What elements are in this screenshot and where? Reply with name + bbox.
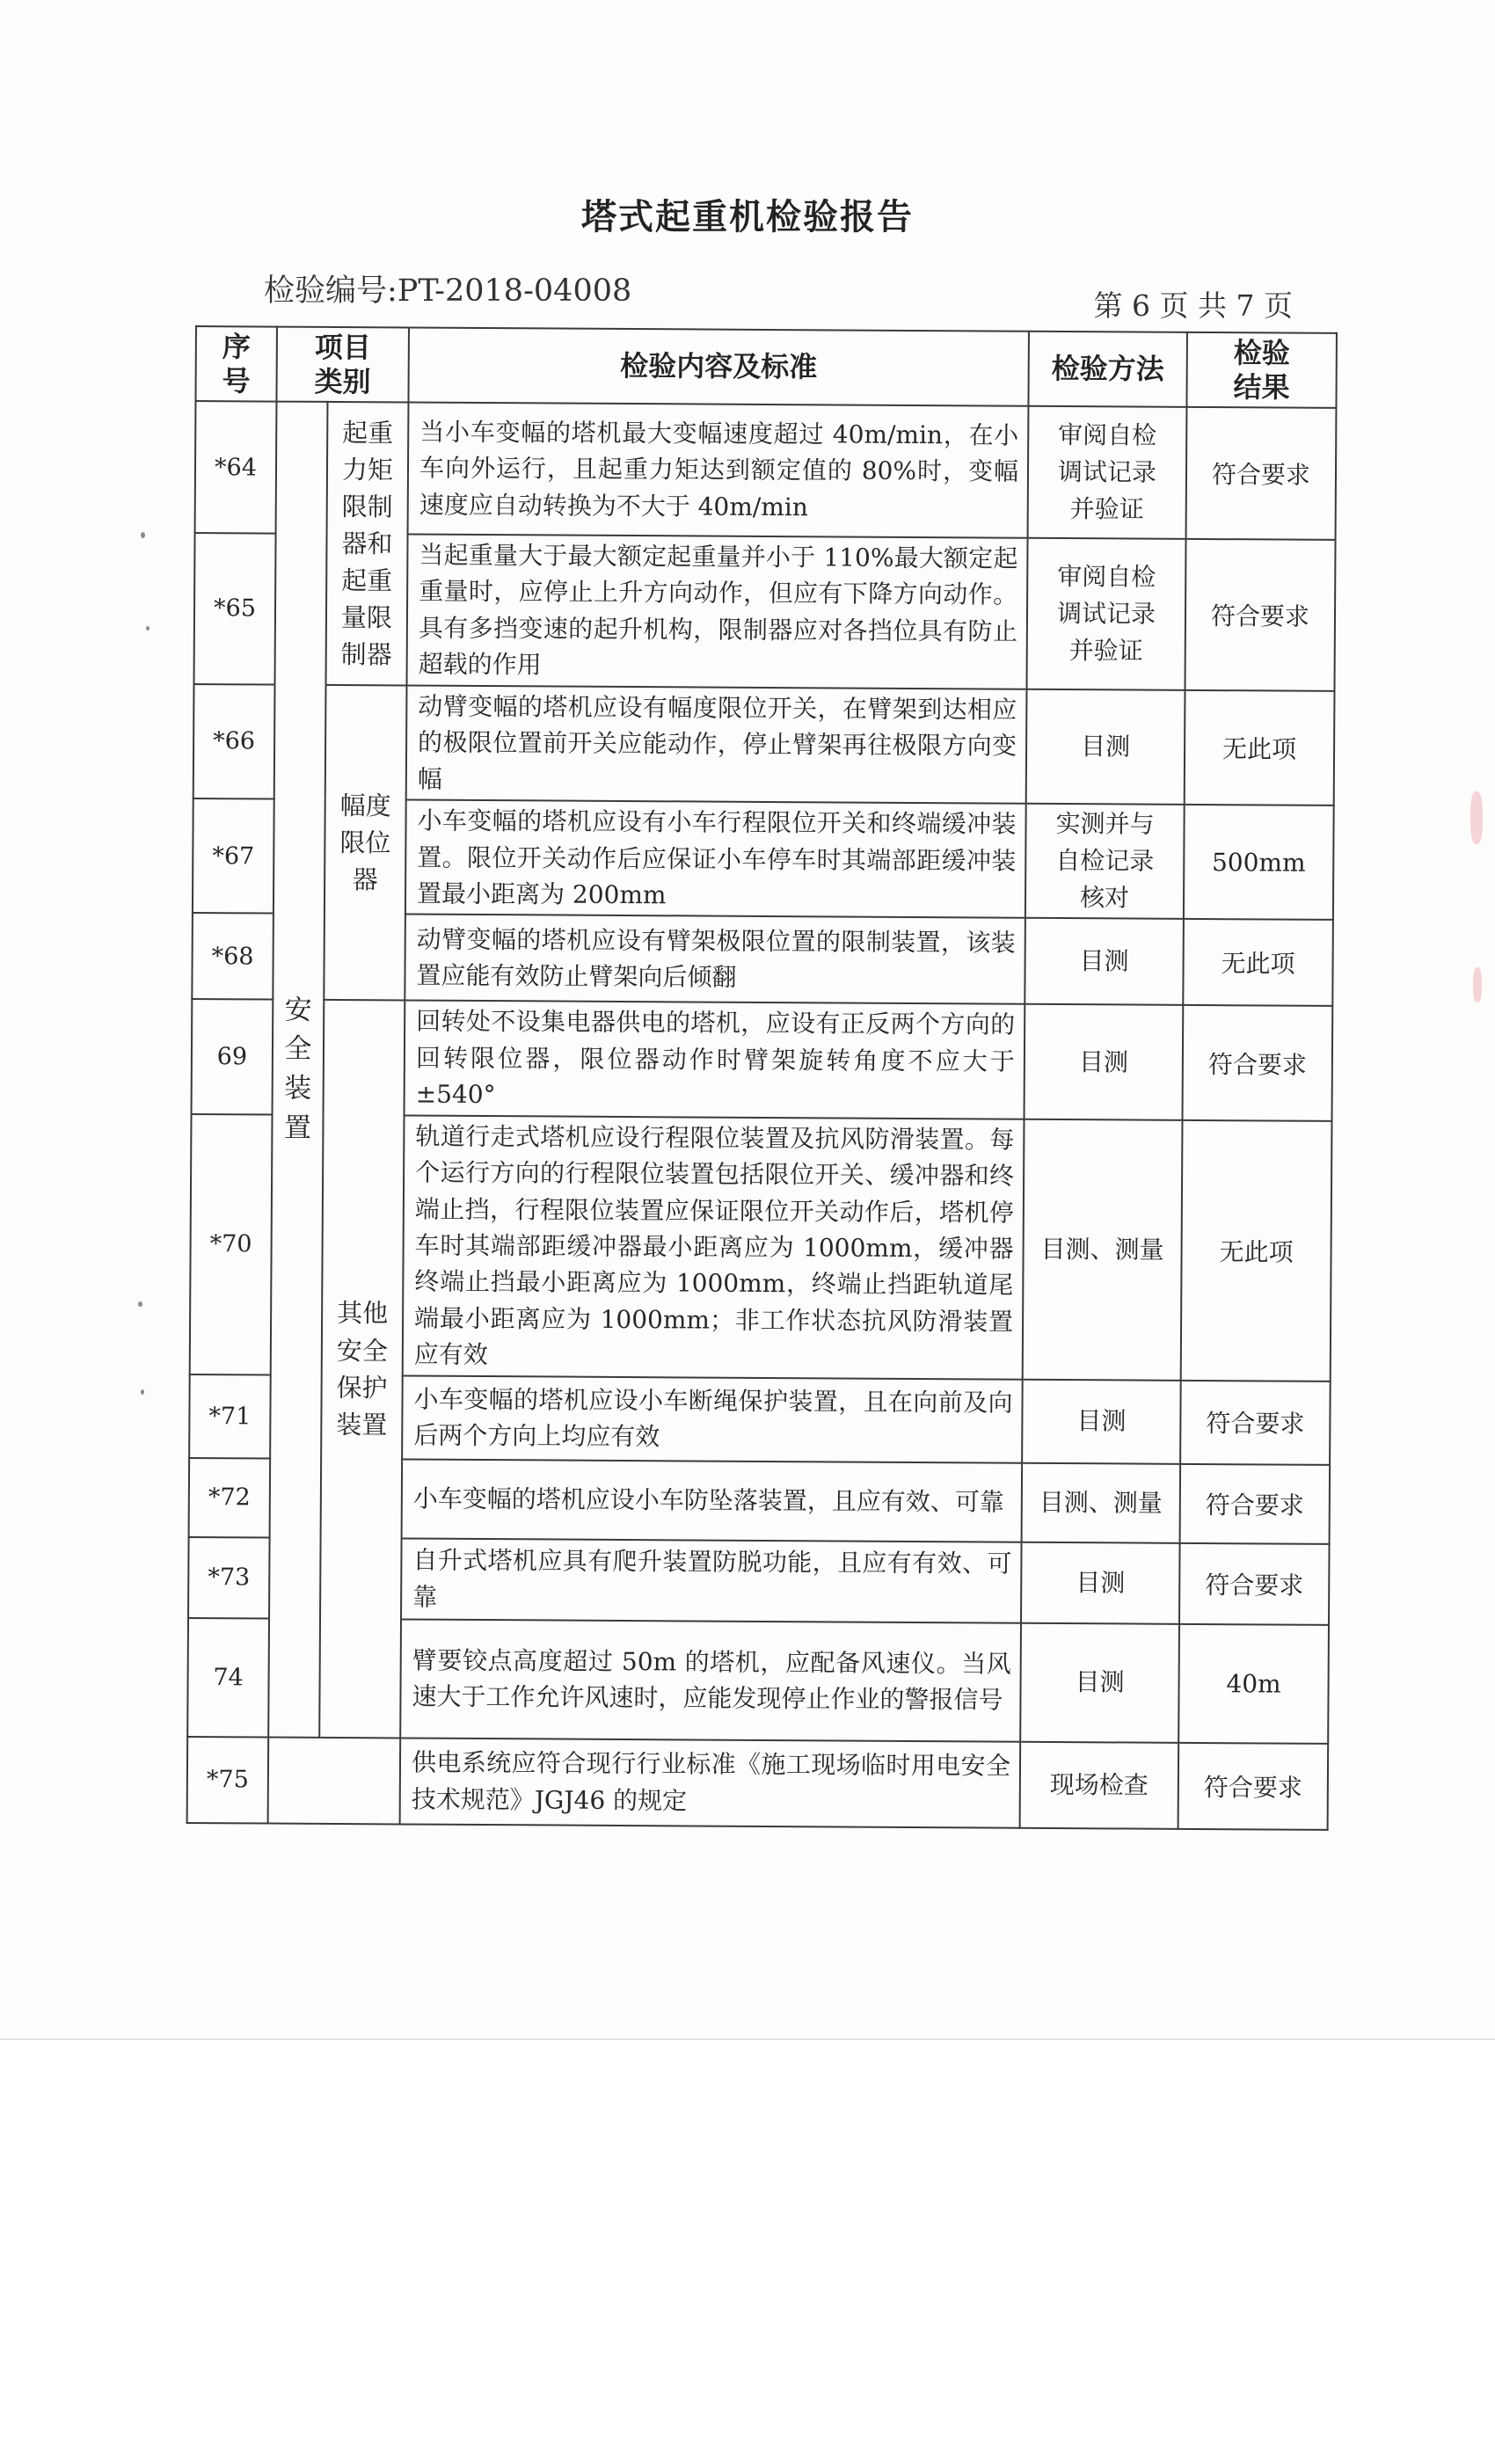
row-result: 符合要求 [1185,539,1335,691]
row-content: 小车变幅的塔机应设小车防坠落装置，且应有效、可靠 [402,1459,1023,1542]
row-result: 无此项 [1185,690,1335,806]
row-result: 500mm [1184,805,1334,920]
table-header-row [195,326,1336,408]
row-content: 轨道行走式塔机应设行程限位装置及抗风防滑装置。每个运行方向的行程限位装置包括限位开关、缓冲器和终端止挡，行程限位装置应保证限位开关动作后，塔机停车时其端部距缓冲器最小距离应为 1000mm，缓冲器终端止挡最小距离应为 1000mm，终端止挡距轨道尾端最小距离应为 1000mm；非工作状态抗风防滑装置应有效 [403,1115,1025,1379]
row-seq: *65 [194,533,276,684]
row-method: 审阅自检调试记录并验证 [1028,406,1187,539]
scan-speck [141,1389,144,1395]
row-result: 符合要求 [1186,407,1337,540]
row-content: 当起重量大于最大额定起重量并小于 110%最大额定起重量时，应停止上升方向动作，但应有下降方向动作。具有多挡变速的起升机构，限制器应对各挡位具有防止超载的作用 [407,534,1028,689]
subcategory-amplitude-limiter: 幅度限位器 [324,685,406,1001]
row-seq: 74 [187,1618,269,1738]
row-content: 自升式塔机应具有爬升装置防脱功能，且应有有效、可靠 [401,1538,1022,1622]
row-content: 回转处不设集电器供电的塔机，应设有正反两个方向的回转限位器，限位器动作时臂架旋转角度不应大于±540° [405,1001,1025,1119]
category-group: 安全装置 [268,402,327,1738]
subcategory-other-protection: 其他安全保护装置 [319,1000,405,1738]
row-method: 现场检查 [1020,1742,1179,1829]
row-content: 动臂变幅的塔机应设有幅度限位开关，在臂架到达相应的极限位置前开关应能动作，停止臂架再往极限方向变幅 [406,685,1027,804]
row-method: 审阅自检调试记录并验证 [1026,538,1185,690]
row-seq: *73 [188,1537,270,1619]
row-result: 无此项 [1183,919,1333,1006]
row-content: 当小车变幅的塔机最大变幅速度超过 40m/min，在小车向外运行，且起重力矩达到额定值的 80%时，变幅速度应自动转换为不大于 40m/min [408,402,1029,537]
row-method: 目测、测量 [1022,1463,1181,1543]
table-row [193,684,1335,806]
row-seq: *64 [195,401,277,534]
header-seq: 序号 [195,326,277,402]
row-seq: *67 [193,798,274,914]
row-seq: *70 [190,1114,273,1375]
stamp-bleed [1473,967,1482,1002]
subcategory-load-limiter: 起重力矩限制器和起重量限制器 [326,402,409,685]
report-number [264,266,631,310]
header-category: 项目类别 [276,327,409,403]
row-seq: *72 [189,1458,271,1538]
row-result: 符合要求 [1180,1381,1331,1465]
row-result: 无此项 [1181,1120,1332,1381]
row-method: 目测 [1021,1542,1180,1624]
table-row [195,401,1337,540]
report-number-label: 检验编号: [264,273,397,309]
scan-speck [146,626,150,631]
header-method: 检验方法 [1028,332,1187,407]
header-content: 检验内容及标准 [408,327,1029,405]
row-method: 目测 [1026,689,1185,805]
row-content: 供电系统应符合现行行业标准《施工现场临时用电安全技术规范》JGJ46 的规定 [400,1738,1021,1827]
row-seq: *66 [193,684,275,799]
table-row [187,1737,1329,1830]
row-empty-category [268,1737,401,1824]
row-method: 实测并与自检记录核对 [1025,804,1185,919]
stamp-bleed [1470,791,1483,844]
row-content: 臂要铰点高度超过 50m 的塔机，应配备风速仪。当风速大于工作允许风速时，应能发现停止作业的警报信号 [400,1619,1021,1741]
row-method: 目测 [1025,918,1184,1005]
row-seq: *75 [187,1737,269,1824]
row-result: 40m [1178,1624,1329,1744]
row-method: 目测 [1020,1623,1179,1743]
inspection-table [186,325,1338,1831]
scan-speck [141,532,145,538]
page-indicator: 第 6 页 共 7 页 [1093,288,1293,323]
row-seq: *68 [192,913,273,1000]
report-title: 塔式起重机检验报告 [581,196,914,237]
row-result: 符合要求 [1179,1543,1330,1625]
header-result: 检验结果 [1186,332,1337,408]
row-result: 符合要求 [1183,1005,1333,1120]
row-method: 目测、测量 [1023,1119,1183,1380]
scan-bottom-margin [0,2038,1495,2464]
row-content: 小车变幅的塔机应设小车断绳保护装置，且在向前及向后两个方向上均应有效 [402,1375,1023,1462]
scan-speck [138,1301,142,1307]
row-content: 动臂变幅的塔机应设有臂架极限位置的限制装置，该装置应能有效防止臂架向后倾翻 [405,915,1025,1004]
row-seq: 69 [192,999,273,1114]
row-result: 符合要求 [1178,1743,1329,1830]
table-row [192,999,1333,1120]
row-content: 小车变幅的塔机应设有小车行程限位开关和终端缓冲装置。限位开关动作后应保证小车停车时其端部距缓冲装置最小距离为 200mm [405,800,1026,919]
report-number-value: PT-2018-04008 [397,273,632,309]
row-method: 目测 [1022,1380,1181,1464]
row-method: 目测 [1025,1004,1184,1119]
row-seq: *71 [189,1374,271,1459]
row-result: 符合要求 [1180,1464,1331,1544]
